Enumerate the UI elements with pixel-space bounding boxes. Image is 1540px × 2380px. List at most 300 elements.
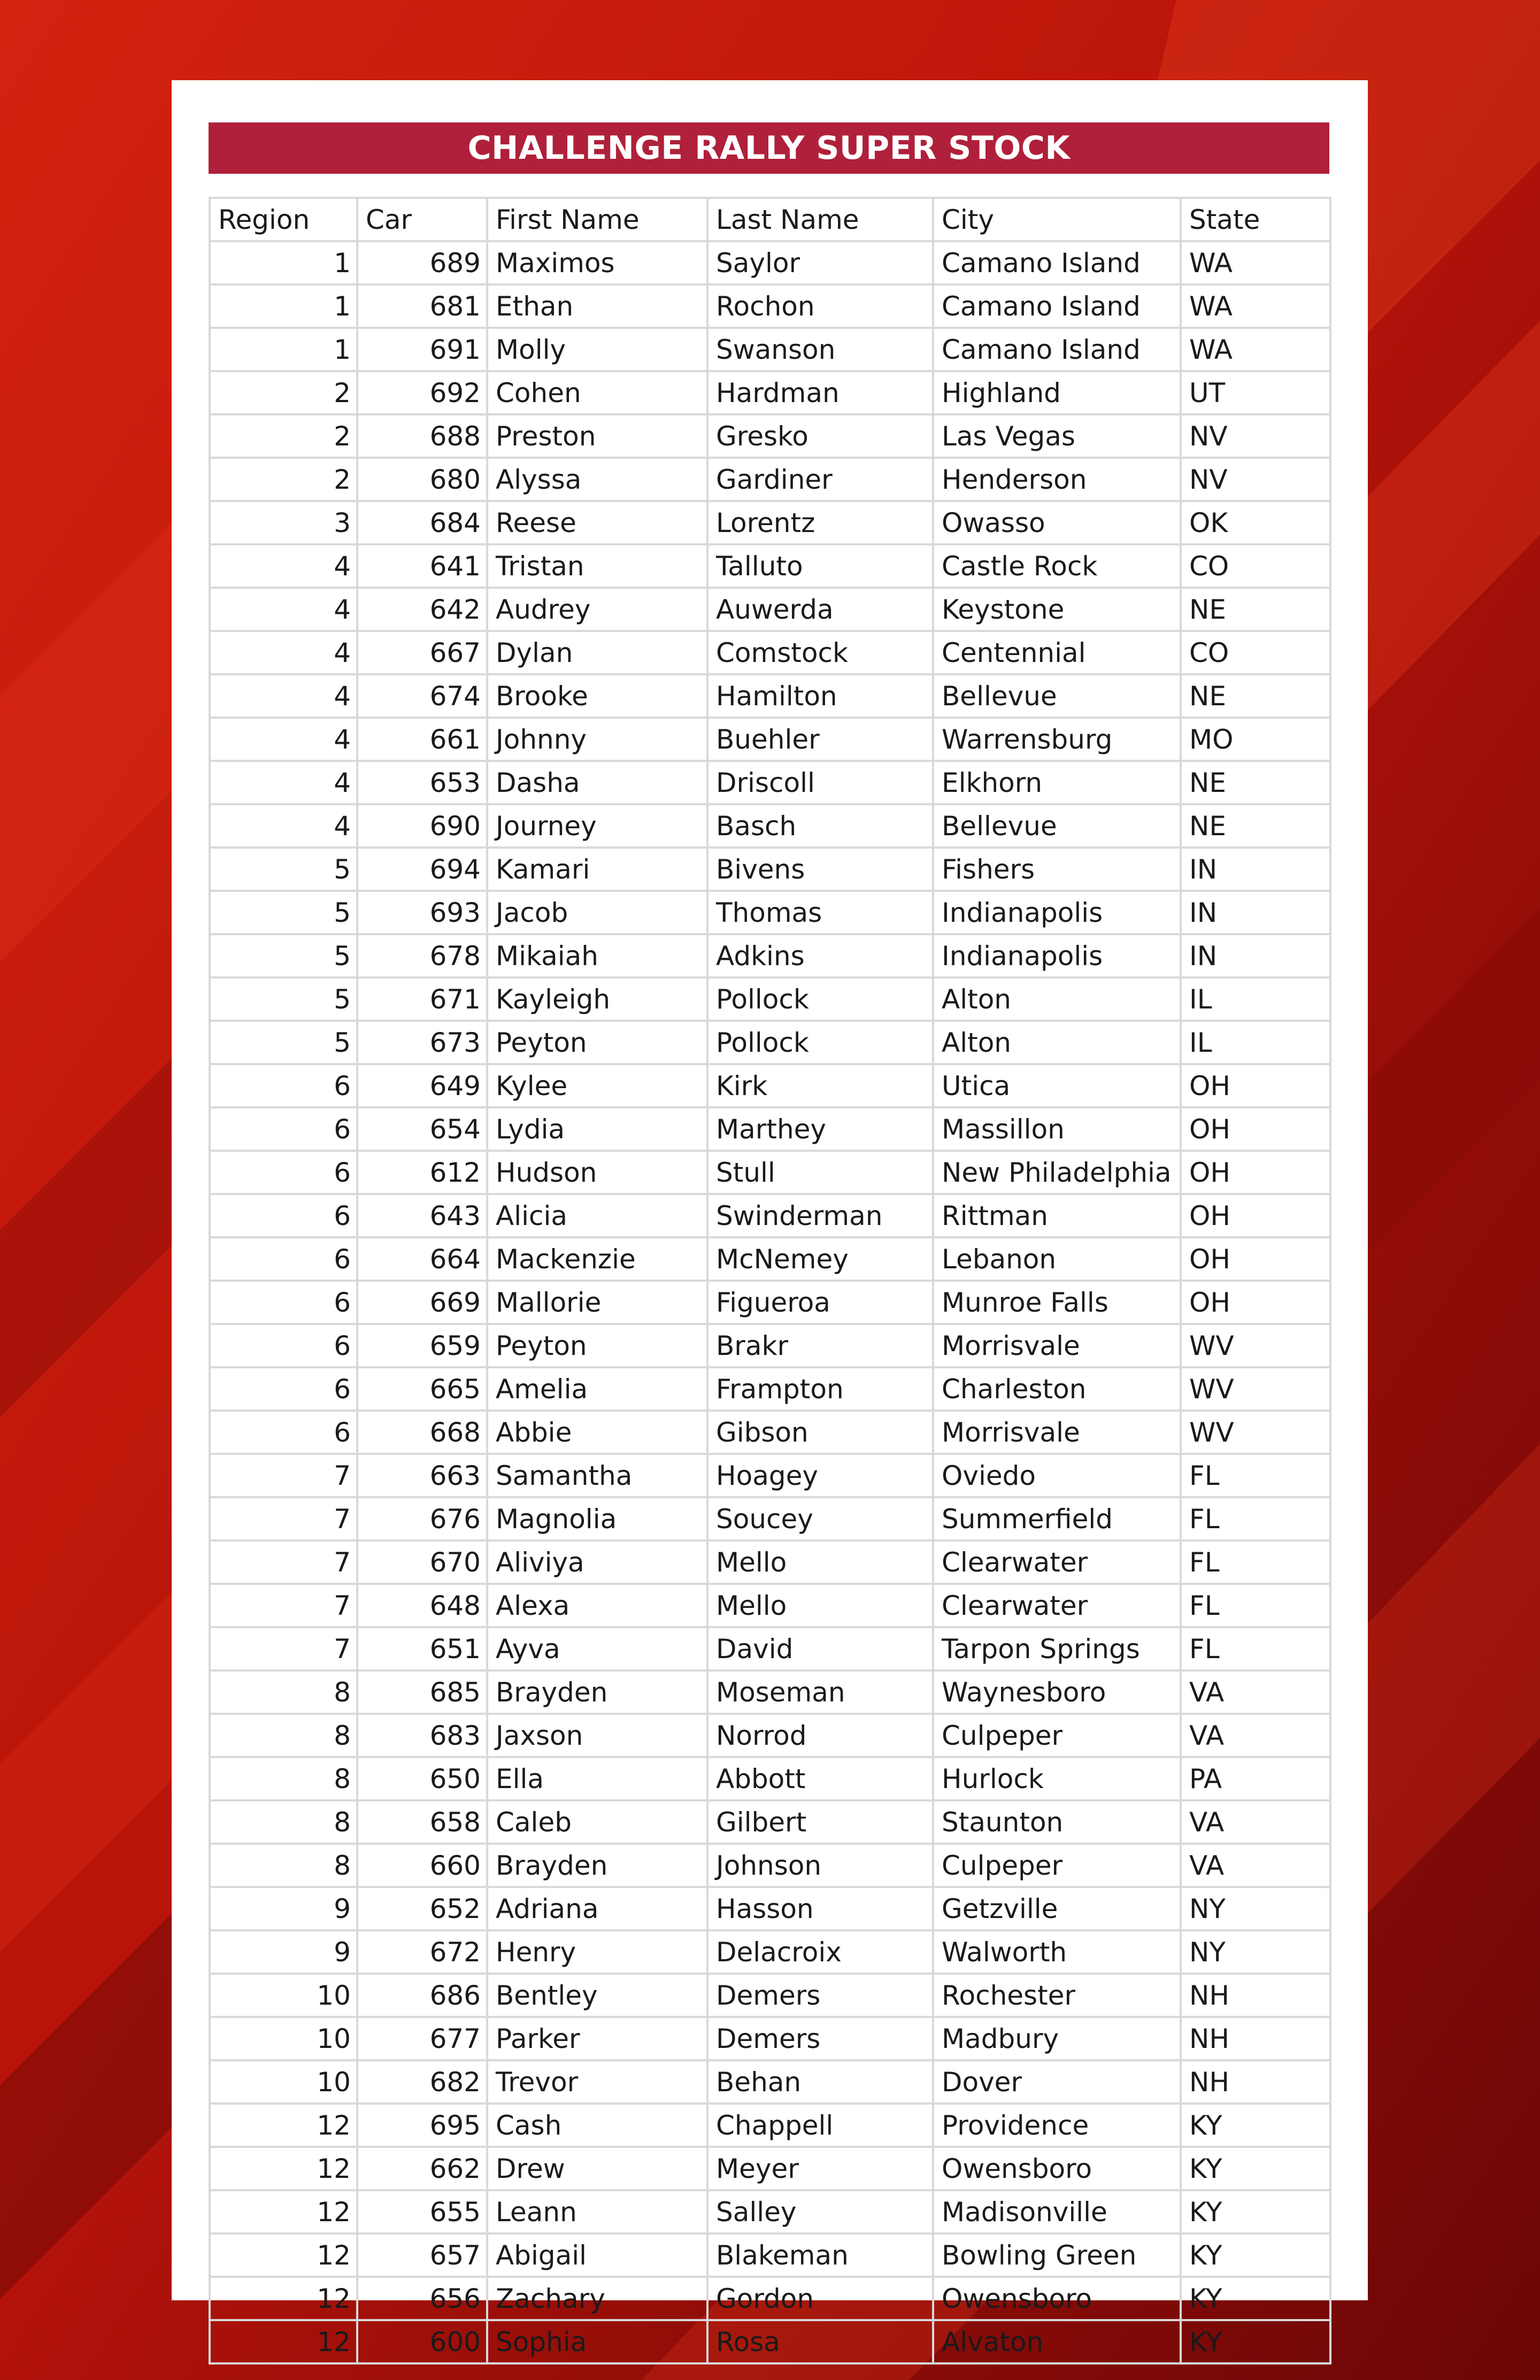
results-sheet [172,80,1368,2358]
last-name-cell: Brakr [707,1324,933,1367]
city-cell: Staunton [933,1800,1181,1844]
table-row [210,1844,1330,1887]
car-cell: 656 [357,2277,487,2320]
state-cell: KY [1181,2320,1330,2363]
city-cell: Camano Island [933,328,1181,371]
car-cell: 660 [357,1844,487,1887]
state-cell: KY [1181,2233,1330,2277]
table-row [210,2017,1330,2060]
city-cell: Indianapolis [933,934,1181,977]
car-cell: 673 [357,1021,487,1064]
region-cell: 12 [210,2190,357,2233]
first-name-cell: Drew [487,2147,707,2190]
first-name-cell: Lydia [487,1107,707,1151]
region-cell: 8 [210,1714,357,1757]
car-cell: 658 [357,1800,487,1844]
first-name-cell: Peyton [487,1021,707,1064]
first-name-cell: Mackenzie [487,1237,707,1281]
region-cell: 5 [210,848,357,891]
car-cell: 650 [357,1757,487,1800]
state-cell: OH [1181,1237,1330,1281]
car-cell: 649 [357,1064,487,1107]
table-row [210,674,1330,718]
table-row [210,1324,1330,1367]
region-cell: 7 [210,1497,357,1541]
state-cell: FL [1181,1541,1330,1584]
table-row [210,241,1330,284]
car-cell: 688 [357,414,487,458]
region-cell: 5 [210,977,357,1021]
region-cell: 8 [210,1670,357,1714]
car-cell: 691 [357,328,487,371]
state-cell: VA [1181,1844,1330,1887]
table-row [210,1194,1330,1237]
state-cell: NE [1181,761,1330,804]
region-cell: 12 [210,2233,357,2277]
region-cell: 6 [210,1237,357,1281]
car-cell: 677 [357,2017,487,2060]
header-row [210,198,1330,241]
state-cell: FL [1181,1497,1330,1541]
state-cell: KY [1181,2147,1330,2190]
first-name-cell: Molly [487,328,707,371]
last-name-cell: Basch [707,804,933,848]
first-name-cell: Preston [487,414,707,458]
city-cell: Camano Island [933,241,1181,284]
city-cell: Clearwater [933,1541,1181,1584]
first-name-cell: Sophia [487,2320,707,2363]
region-cell: 12 [210,2104,357,2147]
table-row [210,458,1330,501]
region-cell: 8 [210,1800,357,1844]
table-row [210,1800,1330,1844]
city-cell: Getzville [933,1887,1181,1930]
last-name-cell: Swanson [707,328,933,371]
table-row [210,804,1330,848]
region-cell: 6 [210,1151,357,1194]
city-cell: Indianapolis [933,891,1181,934]
city-cell: Dover [933,2060,1181,2104]
city-cell: Centennial [933,631,1181,674]
car-cell: 672 [357,1930,487,1974]
first-name-cell: Aliviya [487,1541,707,1584]
last-name-cell: Mello [707,1584,933,1627]
last-name-cell: Demers [707,2017,933,2060]
first-name-cell: Amelia [487,1367,707,1411]
city-cell: Clearwater [933,1584,1181,1627]
last-name-cell: Gilbert [707,1800,933,1844]
region-cell: 4 [210,804,357,848]
table-row [210,1757,1330,1800]
state-cell: NH [1181,2060,1330,2104]
first-name-cell: Jaxson [487,1714,707,1757]
city-cell: Owensboro [933,2277,1181,2320]
table-row [210,1064,1330,1107]
state-cell: WA [1181,284,1330,328]
last-name-cell: Lorentz [707,501,933,544]
last-name-cell: Salley [707,2190,933,2233]
region-cell: 2 [210,458,357,501]
city-cell: Munroe Falls [933,1281,1181,1324]
city-cell: Las Vegas [933,414,1181,458]
car-cell: 664 [357,1237,487,1281]
state-cell: IL [1181,1021,1330,1064]
region-cell: 7 [210,1541,357,1584]
table-row [210,1021,1330,1064]
state-cell: IN [1181,891,1330,934]
city-cell: Henderson [933,458,1181,501]
table-row [210,1714,1330,1757]
table-row [210,977,1330,1021]
region-cell: 6 [210,1281,357,1324]
table-row [210,1107,1330,1151]
last-name-cell: Thomas [707,891,933,934]
last-name-cell: Chappell [707,2104,933,2147]
region-cell: 6 [210,1064,357,1107]
state-cell: VA [1181,1714,1330,1757]
car-cell: 653 [357,761,487,804]
region-cell: 4 [210,544,357,588]
car-cell: 642 [357,588,487,631]
region-cell: 4 [210,588,357,631]
car-cell: 681 [357,284,487,328]
table-row [210,414,1330,458]
city-cell: Madisonville [933,2190,1181,2233]
city-cell: Massillon [933,1107,1181,1151]
first-name-cell: Dylan [487,631,707,674]
car-cell: 671 [357,977,487,1021]
last-name-cell: Driscoll [707,761,933,804]
car-cell: 661 [357,718,487,761]
last-name-cell: Gibson [707,1411,933,1454]
table-row [210,1974,1330,2017]
city-cell: Walworth [933,1930,1181,1974]
region-cell: 12 [210,2277,357,2320]
page-title: CHALLENGE RALLY SUPER STOCK [209,122,1329,174]
first-name-cell: Zachary [487,2277,707,2320]
last-name-cell: Talluto [707,544,933,588]
region-cell: 2 [210,414,357,458]
last-name-cell: Gordon [707,2277,933,2320]
table-row [210,371,1330,414]
state-cell: KY [1181,2190,1330,2233]
car-cell: 676 [357,1497,487,1541]
first-name-cell: Bentley [487,1974,707,2017]
city-cell: Waynesboro [933,1670,1181,1714]
car-cell: 665 [357,1367,487,1411]
city-cell: Alton [933,977,1181,1021]
first-name-cell: Mikaiah [487,934,707,977]
city-cell: Oviedo [933,1454,1181,1497]
first-name-cell: Jacob [487,891,707,934]
first-name-cell: Hudson [487,1151,707,1194]
region-cell: 12 [210,2147,357,2190]
region-cell: 1 [210,284,357,328]
table-row [210,284,1330,328]
table-row [210,2147,1330,2190]
first-name-cell: Peyton [487,1324,707,1367]
region-cell: 6 [210,1107,357,1151]
last-name-cell: Saylor [707,241,933,284]
last-name-cell: Kirk [707,1064,933,1107]
table-row [210,1930,1330,1974]
state-cell: NE [1181,588,1330,631]
city-cell: Culpeper [933,1714,1181,1757]
table-row [210,1497,1330,1541]
last-name-cell: Buehler [707,718,933,761]
city-cell: Utica [933,1064,1181,1107]
region-cell: 4 [210,631,357,674]
first-name-cell: Brayden [487,1670,707,1714]
first-name-cell: Henry [487,1930,707,1974]
state-cell: NV [1181,414,1330,458]
first-name-cell: Audrey [487,588,707,631]
car-cell: 682 [357,2060,487,2104]
table-row [210,2320,1330,2363]
last-name-cell: Mello [707,1541,933,1584]
table-row [210,1454,1330,1497]
region-cell: 8 [210,1844,357,1887]
car-cell: 600 [357,2320,487,2363]
last-name-cell: Bivens [707,848,933,891]
table-row [210,1584,1330,1627]
table-row [210,1151,1330,1194]
region-cell: 1 [210,328,357,371]
state-cell: NE [1181,804,1330,848]
region-cell: 7 [210,1584,357,1627]
city-cell: Providence [933,2104,1181,2147]
car-cell: 643 [357,1194,487,1237]
column-header-car: Car [357,198,487,241]
column-header-city: City [933,198,1181,241]
car-cell: 670 [357,1541,487,1584]
table-row [210,934,1330,977]
car-cell: 654 [357,1107,487,1151]
first-name-cell: Kamari [487,848,707,891]
city-cell: Madbury [933,2017,1181,2060]
state-cell: OH [1181,1151,1330,1194]
car-cell: 651 [357,1627,487,1670]
first-name-cell: Adriana [487,1887,707,1930]
last-name-cell: Norrod [707,1714,933,1757]
first-name-cell: Reese [487,501,707,544]
city-cell: Morrisvale [933,1411,1181,1454]
state-cell: IN [1181,848,1330,891]
last-name-cell: Gardiner [707,458,933,501]
region-cell: 6 [210,1411,357,1454]
car-cell: 652 [357,1887,487,1930]
car-cell: 695 [357,2104,487,2147]
table-row [210,1411,1330,1454]
state-cell: IL [1181,977,1330,1021]
last-name-cell: Gresko [707,414,933,458]
last-name-cell: Swinderman [707,1194,933,1237]
first-name-cell: Cohen [487,371,707,414]
state-cell: NY [1181,1930,1330,1974]
last-name-cell: Behan [707,2060,933,2104]
car-cell: 659 [357,1324,487,1367]
region-cell: 7 [210,1627,357,1670]
state-cell: OK [1181,501,1330,544]
region-cell: 5 [210,891,357,934]
car-cell: 689 [357,241,487,284]
city-cell: New Philadelphia [933,1151,1181,1194]
state-cell: PA [1181,1757,1330,1800]
state-cell: VA [1181,1800,1330,1844]
table-row [210,1237,1330,1281]
region-cell: 4 [210,674,357,718]
table-row [210,588,1330,631]
first-name-cell: Mallorie [487,1281,707,1324]
table-row [210,1541,1330,1584]
state-cell: WV [1181,1411,1330,1454]
last-name-cell: Hasson [707,1887,933,1930]
first-name-cell: Trevor [487,2060,707,2104]
first-name-cell: Parker [487,2017,707,2060]
state-cell: CO [1181,544,1330,588]
car-cell: 694 [357,848,487,891]
city-cell: Lebanon [933,1237,1181,1281]
region-cell: 6 [210,1367,357,1411]
state-cell: NE [1181,674,1330,718]
city-cell: Bellevue [933,674,1181,718]
car-cell: 657 [357,2233,487,2277]
car-cell: 690 [357,804,487,848]
last-name-cell: Pollock [707,977,933,1021]
first-name-cell: Brayden [487,1844,707,1887]
last-name-cell: Marthey [707,1107,933,1151]
last-name-cell: Rosa [707,2320,933,2363]
car-cell: 612 [357,1151,487,1194]
table-row [210,848,1330,891]
city-cell: Castle Rock [933,544,1181,588]
table-row [210,718,1330,761]
table-row [210,891,1330,934]
region-cell: 9 [210,1887,357,1930]
region-cell: 5 [210,1021,357,1064]
car-cell: 669 [357,1281,487,1324]
first-name-cell: Caleb [487,1800,707,1844]
state-cell: OH [1181,1064,1330,1107]
first-name-cell: Tristan [487,544,707,588]
region-cell: 6 [210,1194,357,1237]
city-cell: Alton [933,1021,1181,1064]
city-cell: Tarpon Springs [933,1627,1181,1670]
region-cell: 3 [210,501,357,544]
column-header-last-name: Last Name [707,198,933,241]
first-name-cell: Dasha [487,761,707,804]
last-name-cell: David [707,1627,933,1670]
last-name-cell: Pollock [707,1021,933,1064]
state-cell: OH [1181,1194,1330,1237]
column-header-region: Region [210,198,357,241]
last-name-cell: Rochon [707,284,933,328]
table-row [210,2277,1330,2320]
car-cell: 685 [357,1670,487,1714]
table-row [210,2104,1330,2147]
last-name-cell: Frampton [707,1367,933,1411]
state-cell: IN [1181,934,1330,977]
region-cell: 8 [210,1757,357,1800]
last-name-cell: Johnson [707,1844,933,1887]
table-row [210,1281,1330,1324]
state-cell: NY [1181,1887,1330,1930]
region-cell: 7 [210,1454,357,1497]
city-cell: Owensboro [933,2147,1181,2190]
city-cell: Summerfield [933,1497,1181,1541]
first-name-cell: Brooke [487,674,707,718]
region-cell: 10 [210,2060,357,2104]
city-cell: Morrisvale [933,1324,1181,1367]
table-row [210,328,1330,371]
column-header-first-name: First Name [487,198,707,241]
first-name-cell: Alyssa [487,458,707,501]
state-cell: CO [1181,631,1330,674]
last-name-cell: Demers [707,1974,933,2017]
region-cell: 10 [210,2017,357,2060]
table-row [210,1627,1330,1670]
first-name-cell: Leann [487,2190,707,2233]
first-name-cell: Samantha [487,1454,707,1497]
car-cell: 684 [357,501,487,544]
state-cell: MO [1181,718,1330,761]
state-cell: WV [1181,1324,1330,1367]
first-name-cell: Ethan [487,284,707,328]
last-name-cell: Figueroa [707,1281,933,1324]
state-cell: WA [1181,241,1330,284]
city-cell: Bowling Green [933,2233,1181,2277]
car-cell: 678 [357,934,487,977]
state-cell: WV [1181,1367,1330,1411]
region-cell: 12 [210,2320,357,2363]
first-name-cell: Abigail [487,2233,707,2277]
first-name-cell: Johnny [487,718,707,761]
last-name-cell: Adkins [707,934,933,977]
state-cell: NH [1181,1974,1330,2017]
table-row [210,1670,1330,1714]
car-cell: 668 [357,1411,487,1454]
city-cell: Keystone [933,588,1181,631]
last-name-cell: Hamilton [707,674,933,718]
first-name-cell: Ella [487,1757,707,1800]
state-cell: FL [1181,1454,1330,1497]
table-row [210,761,1330,804]
city-cell: Culpeper [933,1844,1181,1887]
first-name-cell: Kayleigh [487,977,707,1021]
car-cell: 663 [357,1454,487,1497]
table-row [210,501,1330,544]
city-cell: Owasso [933,501,1181,544]
city-cell: Warrensburg [933,718,1181,761]
region-cell: 1 [210,241,357,284]
city-cell: Rittman [933,1194,1181,1237]
first-name-cell: Cash [487,2104,707,2147]
state-cell: VA [1181,1670,1330,1714]
city-cell: Rochester [933,1974,1181,2017]
last-name-cell: Blakeman [707,2233,933,2277]
last-name-cell: McNemey [707,1237,933,1281]
table-row [210,2060,1330,2104]
state-cell: NV [1181,458,1330,501]
first-name-cell: Maximos [487,241,707,284]
car-cell: 655 [357,2190,487,2233]
region-cell: 4 [210,761,357,804]
car-cell: 674 [357,674,487,718]
state-cell: WA [1181,328,1330,371]
city-cell: Elkhorn [933,761,1181,804]
last-name-cell: Abbott [707,1757,933,1800]
region-cell: 2 [210,371,357,414]
